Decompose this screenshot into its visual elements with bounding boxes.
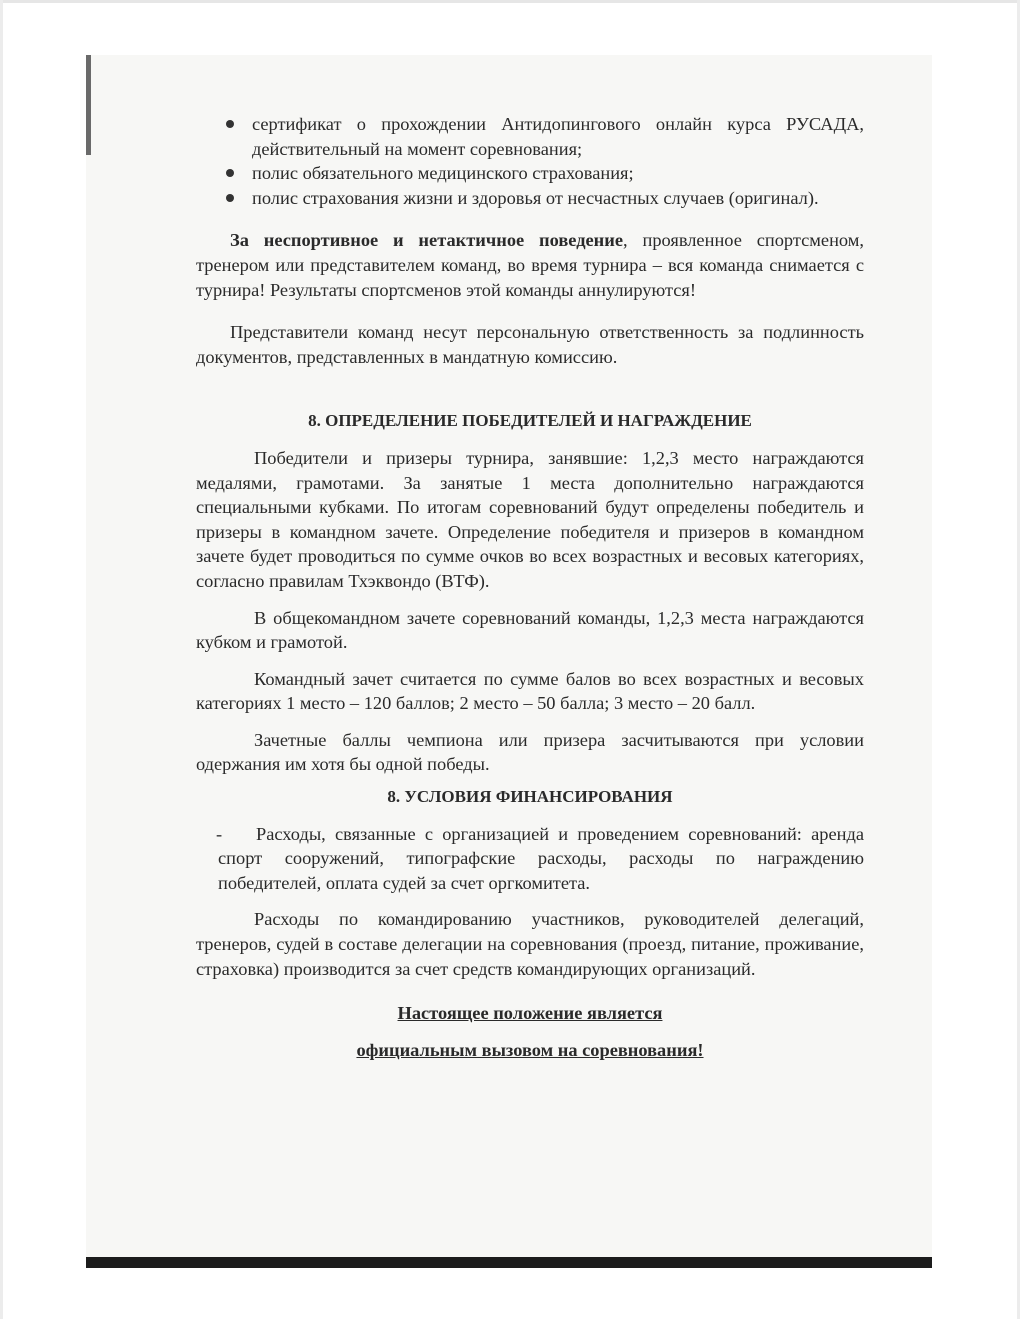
finance-item-text: Расходы, связанные с организацией и проведением соревнований: аренда спорт сооружений, типографские расходы, расходы по награждению победителей, оплата судей за счет оргкомитета. (218, 823, 864, 893)
frame-top-edge (0, 0, 1020, 3)
awards-paragraph-2: В общекомандном зачете соревнований команды, 1,2,3 места награждаются кубком и грамотой. (196, 607, 864, 653)
list-item: полис страхования жизни и здоровья от несчастных случаев (оригинал). (196, 186, 864, 211)
bullet-dot-icon (226, 120, 234, 128)
list-item: сертификат о прохождении Антидопингового онлайн курса РУСАДА, действительный на момент соревнования; (196, 112, 864, 161)
closing-line-2: официальным вызовом на соревнования! (356, 1039, 704, 1060)
responsibility-paragraph: Представители команд несут персональную ответственность за подлинность документов, представленных в мандатную комиссию. (196, 322, 864, 367)
conduct-paragraph (196, 228, 864, 302)
closing-line-1: Настоящее положение является (397, 1003, 663, 1024)
documents-list (196, 112, 864, 210)
finance-heading: 8. УСЛОВИЯ ФИНАНСИРОВАНИЯ (387, 787, 673, 807)
finance-list-item (196, 822, 864, 896)
list-item: полис обязательного медицинского страхования; (196, 161, 864, 186)
awards-paragraph-3: Командный зачет считается по сумме балов во всех возрастных и весовых категориях 1 место – 120 баллов; 2 место – 50 балла; 3 место – 20 балл. (196, 668, 864, 714)
conduct-bold-phrase: За неспортивное и нетактичное поведение (230, 230, 624, 251)
awards-heading: 8. ОПРЕДЕЛЕНИЕ ПОБЕДИТЕЛЕЙ И НАГРАЖДЕНИЕ (308, 411, 752, 431)
paper-bottom-shadow (86, 1257, 932, 1268)
frame-left-edge (0, 0, 3, 1319)
awards-paragraph-4: Зачетные баллы чемпиона или призера засчитываются при условии одержания им хотя бы одной победы. (196, 729, 864, 775)
paper-left-shadow (86, 55, 91, 155)
bullet-dot-icon (226, 194, 234, 202)
bullet-dot-icon (226, 169, 234, 177)
dash-marker: - (216, 823, 223, 844)
document-body (196, 112, 864, 1062)
finance-paragraph: Расходы по командированию участников, руководителей делегаций, тренеров, судей в составе делегации на соревнования (проезд, питание, проживание, страховка) производится за счет средств командирующих организаций. (196, 909, 864, 979)
conduct-text: , проявленное спортсменом, тренером или представителем команд, во время турнира – вся команда снимается с турнира! Результаты спортсменов этой команды аннулируются! (196, 230, 864, 300)
awards-paragraph-1: Победители и призеры турнира, занявшие: 1,2,3 место награждаются медалями, грамотами. За занятые 1 места дополнительно награждаются специальными кубками. По итогам соревнований будут определены победитель и призеры в командном зачете. Определение победителя и призеров в командном зачете будет проводиться по сумме очков во всех возрастных и весовых категориях, согласно правилам Тхэквондо (ВТФ). (196, 447, 864, 591)
